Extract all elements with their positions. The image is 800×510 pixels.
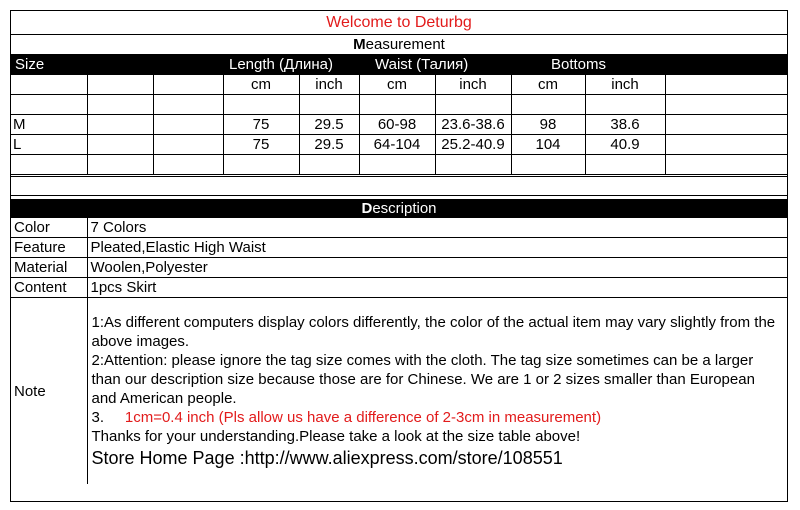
table-cell	[511, 95, 585, 115]
size-chart-sheet	[10, 10, 788, 502]
description-label: Feature	[11, 238, 87, 258]
page-title: Welcome to Deturbg	[11, 11, 787, 35]
unit-cell: cm	[359, 75, 435, 95]
unit-cell: cm	[511, 75, 585, 95]
table-cell	[153, 95, 223, 115]
note-line-1: 1:As different computers display colors differently, the color of the actual item may vary slightly from the above images.	[91, 313, 776, 350]
table-cell	[665, 95, 787, 115]
bottoms-cm-cell: 104	[511, 135, 585, 155]
description-value: Pleated,Elastic High Waist	[87, 238, 787, 258]
description-value: Woolen,Polyester	[87, 258, 787, 278]
spacer-row	[11, 176, 787, 196]
measurement-heading	[11, 35, 787, 55]
table-cell	[359, 95, 435, 115]
table-cell	[87, 135, 153, 155]
description-heading-rest: escription	[372, 200, 437, 217]
note-line-3-prefix: 3.	[91, 408, 105, 426]
table-cell	[511, 155, 585, 175]
table-cell	[87, 155, 153, 175]
description-heading-initial: D	[361, 200, 373, 217]
table-cell	[665, 75, 787, 95]
note-line-3	[92, 408, 784, 427]
size-header: Size	[15, 56, 45, 73]
description-table	[11, 218, 787, 484]
table-cell	[87, 75, 153, 95]
table-cell	[665, 155, 787, 175]
table-cell	[87, 115, 153, 135]
unit-cell: inch	[435, 75, 511, 95]
store-link[interactable]: Store Home Page :http://www.aliexpress.com/store/108551	[91, 447, 563, 468]
waist-cm-cell: 64-104	[359, 135, 435, 155]
table-cell	[11, 155, 87, 175]
description-label: Material	[11, 258, 87, 278]
description-label: Content	[11, 278, 87, 298]
measurement-table	[11, 75, 787, 175]
description-row	[11, 218, 787, 238]
bottoms-header: Bottoms	[551, 56, 607, 73]
description-row	[11, 238, 787, 258]
waist-header: Waist (Талия)	[375, 56, 469, 73]
table-cell	[585, 95, 665, 115]
note-label: Note	[11, 298, 87, 485]
note-content	[87, 298, 787, 485]
note-line-3-red: 1cm=0.4 inch (Pls allow us have a difference of 2-3cm in measurement)	[124, 408, 602, 426]
units-row	[11, 75, 787, 95]
measurement-header-bar	[11, 55, 787, 75]
waist-inch-cell: 23.6-38.6	[435, 115, 511, 135]
table-cell	[153, 115, 223, 135]
table-cell	[153, 135, 223, 155]
table-cell	[153, 155, 223, 175]
size-cell: L	[11, 135, 87, 155]
table-cell	[299, 95, 359, 115]
table-cell	[11, 95, 87, 115]
blank-row	[11, 95, 787, 115]
length-inch-cell: 29.5	[299, 135, 359, 155]
table-cell	[11, 75, 87, 95]
table-cell	[359, 155, 435, 175]
waist-cm-cell: 60-98	[359, 115, 435, 135]
table-cell	[223, 95, 299, 115]
note-row	[11, 298, 787, 485]
description-value: 1pcs Skirt	[87, 278, 787, 298]
unit-cell: inch	[585, 75, 665, 95]
table-cell	[153, 75, 223, 95]
length-cm-cell: 75	[223, 135, 299, 155]
blank-row	[11, 155, 787, 175]
unit-cell: cm	[223, 75, 299, 95]
table-cell	[87, 95, 153, 115]
note-line-2: 2:Attention: please ignore the tag size comes with the cloth. The tag size sometimes can be a larger than our description size because those are for Chinese. We are 1 or 2 sizes smaller than European and American people.	[91, 351, 755, 407]
table-cell	[299, 155, 359, 175]
table-cell	[435, 155, 511, 175]
note-line-4: Thanks for your understanding.Please take a look at the size table above!	[91, 427, 581, 445]
table-cell	[665, 135, 787, 155]
length-inch-cell: 29.5	[299, 115, 359, 135]
bottoms-inch-cell: 38.6	[585, 115, 665, 135]
measurement-heading-initial: M	[353, 36, 366, 53]
length-header: Length (Длина)	[229, 56, 333, 73]
unit-cell: inch	[299, 75, 359, 95]
length-cm-cell: 75	[223, 115, 299, 135]
waist-inch-cell: 25.2-40.9	[435, 135, 511, 155]
table-cell	[223, 155, 299, 175]
table-cell	[665, 115, 787, 135]
bottoms-inch-cell: 40.9	[585, 135, 665, 155]
description-value: 7 Colors	[87, 218, 787, 238]
bottoms-cm-cell: 98	[511, 115, 585, 135]
description-heading	[11, 199, 787, 218]
table-cell	[585, 155, 665, 175]
table-row	[11, 135, 787, 155]
measurement-heading-rest: easurement	[365, 36, 445, 53]
size-cell: M	[11, 115, 87, 135]
table-cell	[435, 95, 511, 115]
table-row	[11, 115, 787, 135]
description-label: Color	[11, 218, 87, 238]
description-row	[11, 278, 787, 298]
description-row	[11, 258, 787, 278]
